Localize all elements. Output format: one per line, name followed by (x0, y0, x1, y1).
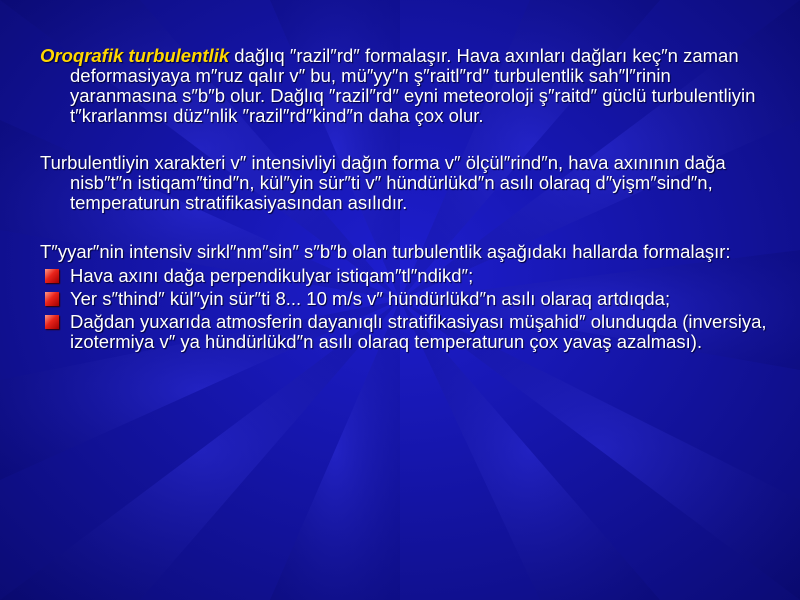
highlight-term: Oroqrafik turbulentlik (40, 45, 230, 66)
bullet-item (40, 289, 780, 309)
paragraph-conditions: T″yyar″nin intensiv sirkl″nm″sin″ s″b″b olan turbulentlik aşağıdakı hallarda formalaşır: (40, 241, 731, 262)
square-bullet-icon (45, 269, 59, 283)
bullet-text: Hava axını dağa perpendikulyar istiqam″tl″ndikd″; (70, 265, 474, 286)
bullet-text: Yer s″thind″ kül″yin sür″ti 8... 10 m/s v″ hündürlükd″n asılı olaraq artdıqda; (70, 288, 671, 309)
paragraph-orographic (40, 46, 780, 126)
bullet-list (40, 266, 780, 352)
paragraph1-text: dağlıq ″razil″rd″ formalaşır. Hava axınları dağları keç″n zaman deformasiyaya m″ruz qalır v″ bu, mü″yy″n ş″raitl″rd″ turbulentlik sah″l″rinin yaranmasına s″b″b olur. Dağlıq ″razil″rd″ eyni meteoroloji ş″raitd″ güclü turbulentliyin t″krarlanmsı düz″nlik ″razil″rd″kind″n daha çox olur. (70, 45, 756, 126)
paragraph-character: Turbulentliyin xarakteri v″ intensivliyi dağın forma v″ ölçül″rind″n, hava axınının dağa nisb″t″n istiqam″tind″n, kül″yin sür″ti v″ hündürlükd″n asılı olaraq d″yişm″sind″n, temperaturun stratifikasiyasından asılıdır. (40, 152, 726, 213)
bullet-item (40, 312, 780, 352)
slide-content (40, 46, 780, 355)
bullet-text: Dağdan yuxarıda atmosferin dayanıqlı stratifikasiyası müşahid″ olunduqda (inversiya, izotermiya v″ ya hündürlükd″n asılı olaraq temperaturun çox yavaş azalması). (70, 311, 767, 352)
square-bullet-icon (45, 315, 59, 329)
bullet-item (40, 266, 780, 286)
square-bullet-icon (45, 292, 59, 306)
